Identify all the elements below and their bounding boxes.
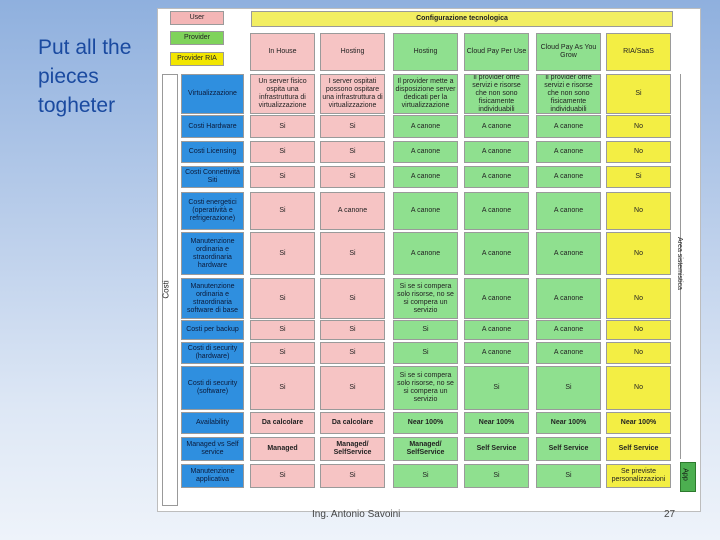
table-cell: Near 100% xyxy=(536,412,601,434)
table-cell: Si xyxy=(393,342,458,364)
table-cell: Si se si compera solo risorse, no se si compera un servizio xyxy=(393,278,458,319)
table-cell: Un server fisico ospita una infrastruttura di virtualizzazione xyxy=(250,74,315,114)
table-cell: A canone xyxy=(536,232,601,275)
row-label: Manutenzione ordinaria e straordinaria software di base xyxy=(181,278,244,319)
table-cell: Da calcolare xyxy=(250,412,315,434)
table-cell: A canone xyxy=(464,278,529,319)
table-cell: Si xyxy=(320,320,385,340)
table-cell: Si xyxy=(464,366,529,410)
table-cell: Si xyxy=(536,366,601,410)
table-cell: Si xyxy=(320,166,385,188)
table-cell: Si xyxy=(250,342,315,364)
table-cell: No xyxy=(606,320,671,340)
table-cell: No xyxy=(606,192,671,230)
column-header: Hosting xyxy=(393,33,458,71)
table-cell: A canone xyxy=(536,166,601,188)
table-cell: A canone xyxy=(536,141,601,163)
legend-provider: Provider xyxy=(170,31,224,45)
table-cell: Si xyxy=(320,342,385,364)
app-marker xyxy=(680,462,696,492)
table-cell: A canone xyxy=(464,342,529,364)
slide-title: Put all the pieces togheter xyxy=(38,36,132,117)
app-marker-text: App xyxy=(681,468,689,481)
table-cell: Si xyxy=(250,166,315,188)
table-cell: Il provider offre servizi e risorse che non sono fisicamente individuabili xyxy=(464,74,529,114)
row-label: Manutenzione applicativa xyxy=(181,464,244,488)
table-cell: No xyxy=(606,115,671,138)
table-cell: A canone xyxy=(536,342,601,364)
table-cell: Managed xyxy=(250,437,315,461)
table-cell: No xyxy=(606,232,671,275)
footer-author: Ing. Antonio Savoini xyxy=(312,509,401,520)
legend-provider-ria: Provider RIA xyxy=(170,52,224,66)
table-cell: A canone xyxy=(464,166,529,188)
table-cell: A canone xyxy=(393,166,458,188)
column-header: Cloud Pay Per Use xyxy=(464,33,529,71)
table-cell: Si xyxy=(320,366,385,410)
table-cell: Si xyxy=(606,166,671,188)
table-cell: Si xyxy=(320,464,385,488)
table-cell: I server ospitati possono ospitare una infrastruttura di virtualizzazione xyxy=(320,74,385,114)
table-cell: A canone xyxy=(536,278,601,319)
table-cell: Self Service xyxy=(536,437,601,461)
table-cell: A canone xyxy=(464,141,529,163)
page-number: 27 xyxy=(664,509,676,520)
table-cell: A canone xyxy=(393,192,458,230)
table-cell: Si xyxy=(393,464,458,488)
row-label: Managed vs Self service xyxy=(181,437,244,461)
config-header: Configurazione tecnologica xyxy=(251,11,673,27)
table-cell: Self Service xyxy=(464,437,529,461)
table-cell: Si xyxy=(606,74,671,114)
table-cell: Si xyxy=(320,278,385,319)
side-label-costi xyxy=(162,74,178,506)
table-cell: Si xyxy=(250,115,315,138)
column-header: In House xyxy=(250,33,315,71)
row-label: Costi di security (software) xyxy=(181,366,244,410)
table-cell: A canone xyxy=(464,192,529,230)
table-cell: Si xyxy=(250,320,315,340)
table-cell: Self Service xyxy=(606,437,671,461)
table-cell: Near 100% xyxy=(606,412,671,434)
table-cell: A canone xyxy=(393,232,458,275)
column-header: Hosting xyxy=(320,33,385,71)
table-cell: Si xyxy=(320,141,385,163)
column-header: Cloud Pay As You Grow xyxy=(536,33,601,71)
table-cell: Managed/ SelfService xyxy=(393,437,458,461)
table-cell: A canone xyxy=(393,141,458,163)
table-cell: Si xyxy=(250,464,315,488)
table-cell: Si xyxy=(536,464,601,488)
table-cell: Near 100% xyxy=(464,412,529,434)
side-label-area-text: Area sistemistica xyxy=(675,237,683,290)
table-cell: A canone xyxy=(393,115,458,138)
table-cell: A canone xyxy=(464,232,529,275)
table-cell: Si xyxy=(250,278,315,319)
table-cell: Near 100% xyxy=(393,412,458,434)
row-label: Costi Licensing xyxy=(181,141,244,163)
table-cell: No xyxy=(606,141,671,163)
table-cell: No xyxy=(606,278,671,319)
row-label: Costi di security (hardware) xyxy=(181,342,244,364)
table-cell: Si xyxy=(320,115,385,138)
table-cell: Si xyxy=(250,141,315,163)
table-cell: Da calcolare xyxy=(320,412,385,434)
row-label: Availability xyxy=(181,412,244,434)
table-cell: Il provider offre servizi e risorse che non sono fisicamente individuabili xyxy=(536,74,601,114)
table-cell: A canone xyxy=(536,192,601,230)
table-cell: Si xyxy=(464,464,529,488)
table-cell: No xyxy=(606,366,671,410)
table-cell: Si xyxy=(250,192,315,230)
table-cell: Si xyxy=(250,366,315,410)
row-label: Manutenzione ordinaria e straordinaria hardware xyxy=(181,232,244,275)
table-cell: A canone xyxy=(536,115,601,138)
table-cell: A canone xyxy=(464,115,529,138)
side-label-area xyxy=(675,74,695,459)
table-cell: Si se si compera solo risorse, no se si compera un servizio xyxy=(393,366,458,410)
row-label: Virtualizzazione xyxy=(181,74,244,114)
side-label-costi-text: Costi xyxy=(161,280,171,299)
table-cell: A canone xyxy=(464,320,529,340)
table-cell: Si xyxy=(393,320,458,340)
table-cell: Il provider mette a disposizione server dedicati per la virtualizzazione xyxy=(393,74,458,114)
table-cell: Se previste personalizzazioni xyxy=(606,464,671,488)
table-cell: A canone xyxy=(320,192,385,230)
row-label: Costi Connettività Siti xyxy=(181,166,244,188)
table-cell: Si xyxy=(250,232,315,275)
row-label: Costi Hardware xyxy=(181,115,244,138)
table-cell: Si xyxy=(320,232,385,275)
row-label: Costi per backup xyxy=(181,320,244,340)
legend-user: User xyxy=(170,11,224,25)
row-label: Costi energetici (operatività e refrigerazione) xyxy=(181,192,244,230)
table-cell: Managed/ SelfService xyxy=(320,437,385,461)
table-cell: No xyxy=(606,342,671,364)
column-header: RIA/SaaS xyxy=(606,33,671,71)
table-cell: A canone xyxy=(536,320,601,340)
